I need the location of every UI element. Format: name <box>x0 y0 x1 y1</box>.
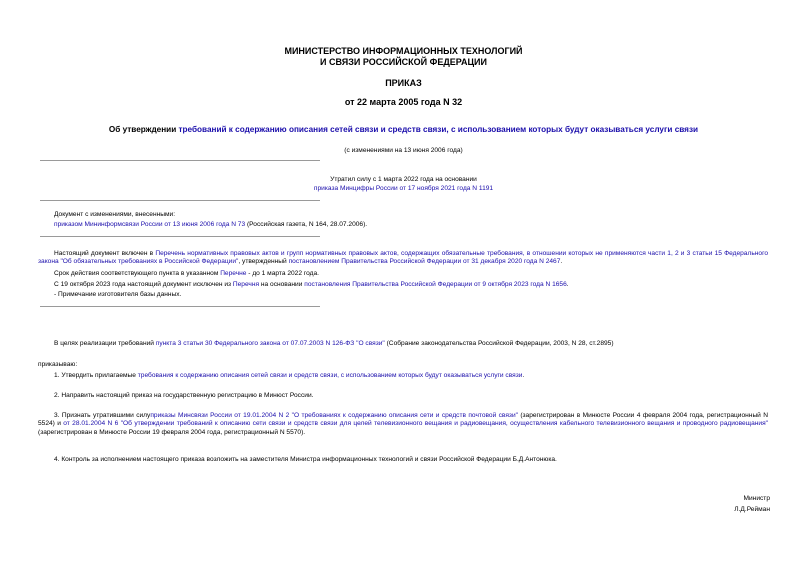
requirements-link[interactable]: требования к содержанию описания сетей связи и средств связи, с использованием которых будут оказываться услуги связи <box>137 372 523 379</box>
signature-position: Министр <box>743 495 770 502</box>
amendments-note: (с изменениями на 13 июня 2006 года) <box>344 147 463 154</box>
body-text: 3. Признать утратившими силу <box>54 412 151 419</box>
ministry-name-line2: И СВЯЗИ РОССИЙСКОЙ ФЕДЕРАЦИИ <box>320 57 487 67</box>
amended-doc-label: Документ с изменениями, внесенными: <box>54 211 176 218</box>
item-1 <box>54 372 768 380</box>
divider <box>40 160 320 161</box>
ministry-name-line1: МИНИСТЕРСТВО ИНФОРМАЦИОННЫХ ТЕХНОЛОГИЙ <box>284 46 523 56</box>
note-paragraph-3 <box>54 281 768 289</box>
note-text: Настоящий документ включен в <box>54 250 156 257</box>
body-text: В целях реализации требований <box>54 340 156 347</box>
note-text: на основании <box>259 281 305 288</box>
note-paragraph-4: - Примечание изготовителя базы данных. <box>54 291 182 298</box>
divider <box>40 200 320 201</box>
doc-type: ПРИКАЗ <box>385 78 422 88</box>
expired-note: Утратил силу с 1 марта 2022 года на основании <box>330 176 477 183</box>
amended-doc-suffix: (Российская газета, N 164, 28.07.2006). <box>245 221 368 228</box>
resolution-2467-link[interactable]: постановлением Правительства Российской Федерации от 31 декабря 2020 года N 2467 <box>288 258 561 266</box>
list-link-short[interactable]: Перечне <box>220 270 247 277</box>
item-3 <box>38 412 768 437</box>
item-2: 2. Направить настоящий приказ на государственную регистрацию в Минюст России. <box>54 392 314 399</box>
note-paragraph-2 <box>54 270 768 278</box>
list-link-short[interactable]: Перечня <box>232 281 260 288</box>
note-text: Срок действия соответствующего пункта в указанном <box>54 270 221 277</box>
doc-title <box>0 125 807 135</box>
item-4: 4. Контроль за исполнением настоящего приказа возложить на заместителя Министра информационных технологий и связи Российской Федерации Б.Д.Антонюка. <box>54 456 557 463</box>
body-text: (зарегистрирован в Минюсте России 4 февраля 2004 года, регистрационный N 5524) и <box>38 412 768 428</box>
expired-link[interactable]: приказа Минцифры России от 17 ноября 2021 года N 1191 <box>313 185 494 192</box>
list-link[interactable]: Перечень нормативных правовых актов и групп нормативных правовых актов, содержащих обязательные требования, в отношении которых не применяются части 1, 2 и 3 статьи 15 Федерального закона "Об обязательных требованиях в Российской Федерации" <box>38 250 768 266</box>
signature-name: Л.Д.Рейман <box>734 506 770 513</box>
note-text: - до 1 марта 2022 года. <box>246 270 319 277</box>
body-text: (зарегистрирован в Минюсте России 19 февраля 2004 года, регистрационный N 5570). <box>38 428 306 436</box>
body-text: . <box>522 372 525 379</box>
body-text: 1. Утвердить прилагаемые <box>54 372 138 379</box>
order-6-link[interactable]: от 28.01.2004 N 6 "Об утверждении требований к описанию сети связи и средств связи для целей телевизионного вещания и радиовещания, осуществления кабельного телевизионного вещания и проводного радиовещания" <box>63 420 768 428</box>
order-2-link[interactable]: приказы Минсвязи России от 19.01.2004 N 2 "О требованиях к содержанию описания сети и средств почтовой связи" <box>150 412 518 419</box>
note-text: . <box>566 281 569 288</box>
divider <box>40 306 320 307</box>
doc-date-number: от 22 марта 2005 года N 32 <box>344 97 463 107</box>
resolution-1656-link[interactable]: постановления Правительства Российской Федерации от 9 октября 2023 года N 1656 <box>304 281 567 288</box>
amended-doc-link[interactable]: приказом Мининформсвязи России от 13 июня 2006 года N 73 <box>54 221 246 228</box>
note-text: . <box>560 258 563 266</box>
doc-title-prefix: Об утверждении <box>108 125 179 134</box>
body-text: (Собрание законодательства Российской Федерации, 2003, N 28, ст.2895) <box>384 340 614 347</box>
doc-title-link[interactable]: требований к содержанию описания сетей связи и средств связи, с использованием которых будут оказываться услуги связи <box>178 125 699 134</box>
intro-paragraph <box>54 340 768 348</box>
amended-doc-line <box>54 221 754 229</box>
order-word: приказываю: <box>38 361 78 368</box>
note-text: С 19 октября 2023 года настоящий документ исключен из <box>54 281 233 288</box>
law-126fz-link[interactable]: пункта 3 статьи 30 Федерального закона от 07.07.2003 N 126-ФЗ "О связи" <box>155 340 385 347</box>
note-text: , утвержденный <box>238 258 289 266</box>
note-paragraph-1 <box>38 250 768 267</box>
divider <box>40 236 320 237</box>
